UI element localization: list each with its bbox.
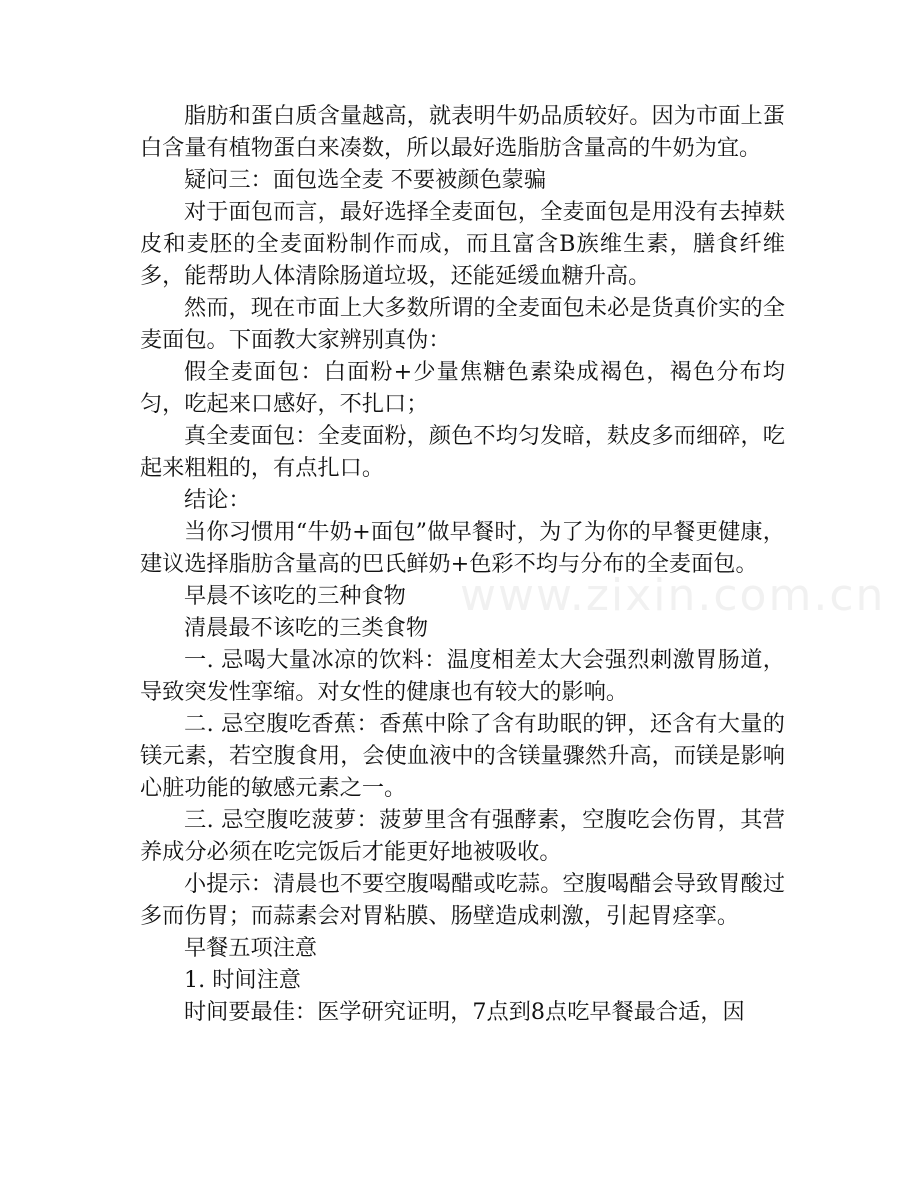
paragraph-16: 1. 时间注意 xyxy=(184,967,301,993)
paragraph-2: 疑问三：面包选全麦 不要被颜色蒙骗 xyxy=(184,167,547,193)
paragraph-17: 时间要最佳：医学研究证明，7点到8点吃早餐最合适，因 xyxy=(184,999,745,1025)
document-body xyxy=(140,100,785,1028)
paragraph-3: 对于面包而言，最好选择全麦面包，全麦面包是用没有去掉麸皮和麦胚的全麦面粉制作而成，而且富含B族维生素，膳食纤维多，能帮助人体清除肠道垃圾，还能延缓血糖升高。 xyxy=(140,199,785,289)
paragraph-6: 真全麦面包：全麦面粉，颜色不均匀发暗，麸皮多而细碎，吃起来粗粗的，有点扎口。 xyxy=(140,423,785,481)
paragraph-9: 早晨不该吃的三种食物 xyxy=(184,583,406,609)
paragraph-5: 假全麦面包：白面粉+少量焦糖色素染成褐色，褐色分布均匀，吃起来口感好，不扎口； xyxy=(140,359,785,417)
paragraph-14: 小提示：清晨也不要空腹喝醋或吃蒜。空腹喝醋会导致胃酸过多而伤胃；而蒜素会对胃粘膜、肠壁造成刺激，引起胃痉挛。 xyxy=(140,871,785,929)
paragraph-7: 结论： xyxy=(184,487,251,513)
paragraph-8: 当你习惯用“牛奶+面包”做早餐时，为了为你的早餐更健康，建议选择脂肪含量高的巴氏鲜奶+色彩不均与分布的全麦面包。 xyxy=(140,519,785,577)
paragraph-10: 清晨最不该吃的三类食物 xyxy=(184,615,429,641)
paragraph-11: 一. 忌喝大量冰凉的饮料：温度相差太大会强烈刺激胃肠道，导致突发性挛缩。对女性的健康也有较大的影响。 xyxy=(140,647,785,705)
watermark: www.zixin.com.cn xyxy=(460,570,886,621)
paragraph-1: 脂肪和蛋白质含量越高，就表明牛奶品质较好。因为市面上蛋白含量有植物蛋白来凑数，所以最好选脂肪含量高的牛奶为宜。 xyxy=(140,103,785,161)
paragraph-4: 然而，现在市面上大多数所谓的全麦面包未必是货真价实的全麦面包。下面教大家辨别真伪： xyxy=(140,295,785,353)
paragraph-15: 早餐五项注意 xyxy=(184,935,318,961)
paragraph-12: 二. 忌空腹吃香蕉：香蕉中除了含有助眠的钾，还含有大量的镁元素，若空腹食用，会使血液中的含镁量骤然升高，而镁是影响心脏功能的敏感元素之一。 xyxy=(140,711,785,801)
paragraph-13: 三. 忌空腹吃菠萝：菠萝里含有强酵素，空腹吃会伤胃，其营养成分必须在吃完饭后才能更好地被吸收。 xyxy=(140,807,785,865)
